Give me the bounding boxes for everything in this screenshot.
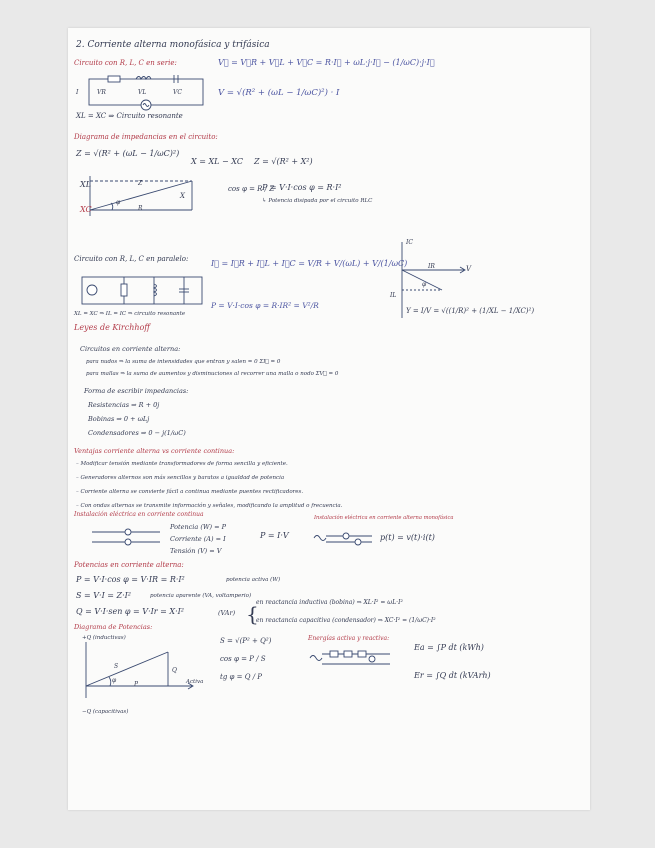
active-power-note: potencia activa (W) (226, 577, 281, 583)
xl-axis-label: XL (80, 180, 92, 189)
phi-angle-label: φ (116, 199, 121, 206)
inductive-q-axis-label: +Q (inductivas) (82, 635, 126, 641)
dc-power-label: Potencia (W) = P (170, 523, 227, 531)
energy-meter-sketch (308, 648, 394, 670)
ac-advantages-heading: Ventajas corriente alterna vs corriente continua: (74, 447, 235, 455)
dc-circuit-sketch (86, 524, 166, 546)
parallel-current-equation: I⃗ = I⃗R + I⃗L + I⃗C = V/R + V/(ωL) + V/(1/ωC) (211, 259, 408, 268)
parallel-circuit-heading: Circuito con R, L, C en paralelo: (74, 255, 189, 263)
series-voltage-magnitude: V = √(R² + (ωL − 1/ωC)²) · I (218, 88, 340, 98)
power-p-label: P (134, 681, 139, 688)
admittance-formula: Y = I/V = √((1/R)² + (1/XL − 1/XC)²) (406, 307, 535, 315)
series-vr-label: VR (97, 89, 106, 96)
reactive-power-unit: (VAr) (218, 609, 236, 617)
x-side-label: X (180, 192, 185, 200)
phasor-il-label: IL (390, 292, 397, 299)
kirchhoff-heading: Leyes de Kirchhoff (74, 323, 150, 332)
ac-installation-heading: Instalación eléctrica en corriente alterna monofásica (314, 515, 454, 521)
series-resonance-note: XL = XC ⇒ Circuito resonante (76, 112, 183, 120)
power-tangent: tg φ = Q / P (220, 673, 262, 681)
dc-voltage-label: Tensión (V) = V (170, 547, 222, 555)
impedance-forms-heading: Forma de escribir impedancias: (84, 387, 189, 395)
apparent-power-note: potencia aparente (VA, voltamperio) (150, 593, 252, 599)
notebook-page (68, 28, 590, 810)
phasor-ic-label: IC (406, 239, 413, 246)
active-energy-formula: Ea = ∫P dt (kWh) (414, 643, 484, 652)
advantage-rectifiers: – Corriente alterna se convierte fácil a continua mediante puentes rectificadores. (76, 489, 304, 495)
capacitive-q-axis-label: −Q (capacitivas) (82, 709, 129, 715)
active-power-equation: P = V·I·cos φ = V·IR = R·I² (76, 575, 185, 584)
inductive-reactance-note: en reactancia inductiva (bobina) ⇒ XL·I² = ωL·I² (256, 599, 403, 606)
series-vc-label: VC (173, 89, 182, 96)
apparent-power-magnitude: S = √(P² + Q²) (220, 637, 272, 645)
active-axis-label: Activa (186, 679, 204, 685)
reactive-power-brace: { (246, 602, 259, 626)
series-voltage-equation: V⃗ = V⃗R + V⃗L + V⃗C = R·I⃗ + ωL·j·I⃗ − (1/ωC)·j·I⃗ (218, 58, 435, 67)
reactive-energy-formula: Er = ∫Q dt (kVArh) (414, 671, 491, 680)
power-diagram-heading: Diagrama de Potencias: (74, 623, 153, 631)
capacitor-impedance-form: Condensadores ⇒ 0 − j(1/ωC) (88, 429, 186, 437)
ac-powers-heading: Potencias en corriente alterna: (74, 561, 184, 569)
phasor-v-label: V (466, 265, 472, 273)
phasor-phi-label: φ (422, 281, 427, 288)
power-phi-label: φ (112, 677, 117, 684)
kirchhoff-subheading: Circuitos en corriente alterna: (80, 345, 181, 353)
apparent-power-equation: S = V·I = Z·I² (76, 591, 132, 600)
impedance-formula-short: Z = √(R² + X²) (254, 157, 313, 166)
capacitive-reactance-note: en reactancia capacitiva (condensador) ⇒ XC·I² = (1/ωC)·I² (256, 617, 436, 624)
cos-phi-formula: cos φ = R / Z (228, 185, 275, 193)
phasor-ir-label: IR (428, 263, 435, 270)
impedance-formula: Z = √(R² + (ωL − 1/ωC)²) (76, 149, 180, 158)
ac-instant-power-formula: p(t) = v(t)·i(t) (380, 533, 435, 542)
parallel-power-equation: P = V·I·cos φ = R·IR² = V²/R (211, 301, 319, 310)
series-rlc-circuit-diagram (88, 74, 208, 112)
inductor-impedance-form: Bobinas ⇒ 0 + ωLj (88, 415, 150, 423)
dc-current-label: Corriente (A) = I (170, 535, 226, 543)
advantage-signals: – Con ondas alternas se transmite información y señales, modificando la amplitud o frecuencia. (76, 503, 343, 509)
page-title: 2. Corriente alterna monofásica y trifásica (76, 40, 270, 50)
kirchhoff-nodes-law: para nudos ⇒ la suma de intensidades que entran y salen = 0 ΣI⃗ = 0 (86, 359, 281, 365)
xc-axis-label: XC (80, 205, 92, 214)
energies-heading: Energías activa y reactiva: (308, 635, 390, 642)
z-side-label: Z (138, 180, 143, 187)
series-current-label: I (76, 89, 79, 96)
advantage-generators: – Generadores alternos son más sencillos y baratos a igualdad de potencia (76, 475, 285, 481)
series-circuit-heading: Circuito con R, L, C en serie: (74, 59, 177, 67)
resistor-impedance-form: Resistencias ⇒ R + 0j (88, 401, 160, 409)
parallel-resonance-note: XL = XC ⇒ IL = IC ⇒ circuito resonante (74, 311, 186, 317)
r-side-label: R (138, 205, 143, 212)
active-power-formula: P = V·I·cos φ = R·I² (262, 183, 342, 192)
power-s-label: S (114, 663, 119, 670)
ac-circuit-sketch (312, 528, 376, 548)
dc-power-formula: P = I·V (260, 531, 289, 540)
parallel-rlc-circuit-diagram (80, 274, 206, 308)
power-q-label: Q (172, 667, 177, 674)
advantage-transformers: – Modificar tensión mediante transformadores de forma sencilla y eficiente. (76, 461, 288, 467)
power-factor-cos: cos φ = P / S (220, 655, 266, 663)
reactive-power-equation: Q = V·I·sen φ = V·Ir = X·I² (76, 607, 184, 616)
dc-installation-heading: Instalación eléctrica en corriente continua (74, 511, 204, 518)
power-triangle-diagram (84, 642, 194, 700)
impedance-triangle-diagram (88, 176, 218, 220)
dissipated-power-note: ↳ Potencia disipada por el circuito RLC (262, 198, 373, 204)
reactance-formula: X = XL − XC (191, 157, 243, 166)
kirchhoff-mesh-law: para mallas ⇒ la suma de aumentos y disminuciones al recorrer una malla o nodo ΣV⃗ = 0 (86, 371, 339, 377)
series-vl-label: VL (138, 89, 147, 96)
impedance-diagram-heading: Diagrama de impedancias en el circuito: (74, 133, 218, 141)
